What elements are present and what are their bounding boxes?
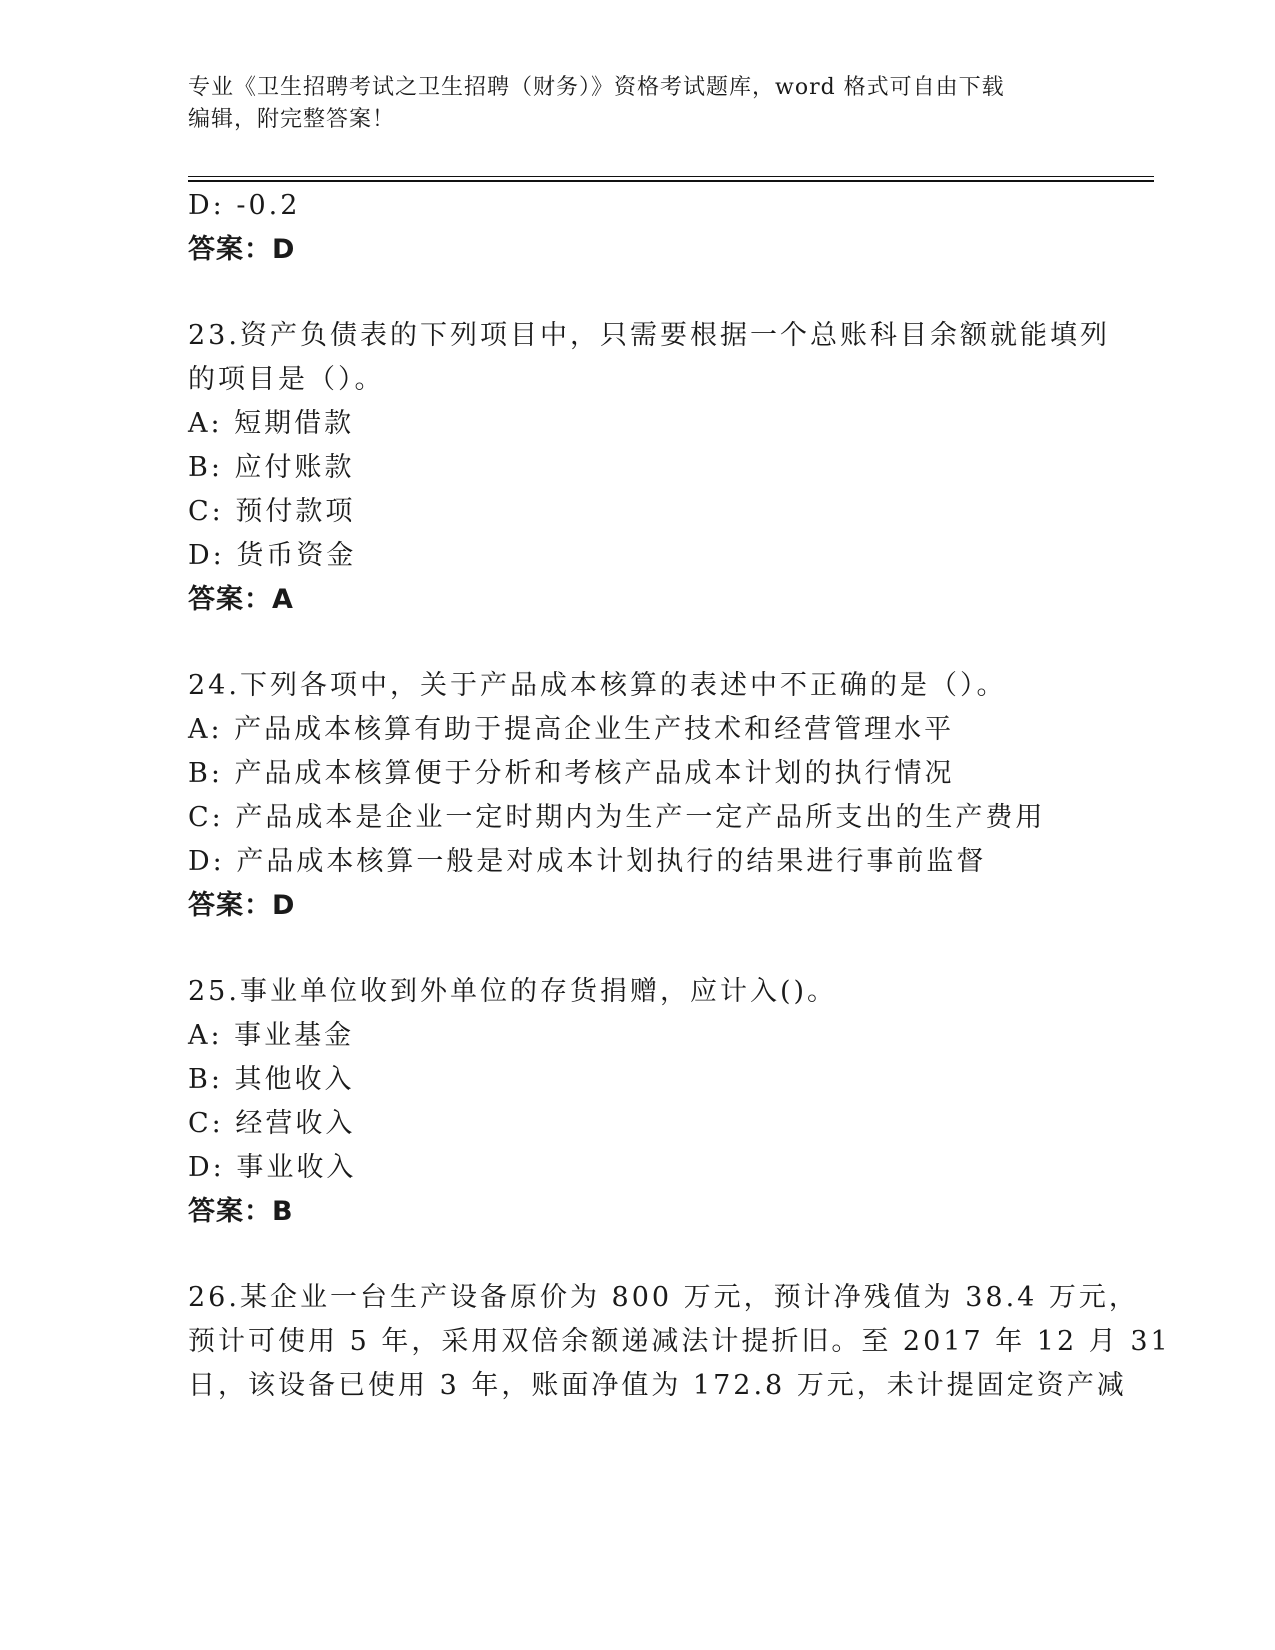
q25-option-b: B: 其他收入 — [188, 1064, 355, 1095]
q24-answer: 答案：D — [188, 890, 296, 921]
q23-option-d: D: 货币资金 — [188, 540, 357, 571]
q23-option-c: C: 预付款项 — [188, 496, 356, 527]
q23-option-b: B: 应付账款 — [188, 452, 355, 483]
q26-stem-line-3: 日，该设备已使用 3 年，账面净值为 172.8 万元，未计提固定资产减 — [188, 1370, 1127, 1401]
q24-option-a: A: 产品成本核算有助于提高企业生产技术和经营管理水平 — [188, 714, 955, 745]
q24-option-c: C: 产品成本是企业一定时期内为生产一定产品所支出的生产费用 — [188, 802, 1046, 833]
q24-stem-line-1: 24.下列各项中，关于产品成本核算的表述中不正确的是（）。 — [188, 670, 1007, 701]
q24-option-d: D: 产品成本核算一般是对成本计划执行的结果进行事前监督 — [188, 846, 987, 877]
q25-option-a: A: 事业基金 — [188, 1020, 355, 1051]
prev-answer: 答案：D — [188, 234, 296, 265]
q23-option-a: A: 短期借款 — [188, 408, 355, 439]
q26-stem-line-1: 26.某企业一台生产设备原价为 800 万元，预计净残值为 38.4 万元， — [188, 1282, 1139, 1313]
header-rule-thin — [188, 176, 1154, 177]
prev-option-d: D: -0.2 — [188, 190, 301, 221]
header-rule-thick — [188, 180, 1154, 182]
page-header — [188, 72, 1068, 136]
q25-option-d: D: 事业收入 — [188, 1152, 357, 1183]
q24-option-b: B: 产品成本核算便于分析和考核产品成本计划的执行情况 — [188, 758, 955, 789]
q23-stem-line-1: 23.资产负债表的下列项目中，只需要根据一个总账科目余额就能填列 — [188, 320, 1110, 351]
header-line-1: 专业《卫生招聘考试之卫生招聘（财务）》资格考试题库，word 格式可自由下载 — [188, 75, 1005, 100]
q26-stem-line-2: 预计可使用 5 年，采用双倍余额递减法计提折旧。至 2017 年 12 月 31 — [188, 1326, 1171, 1357]
q23-stem-line-2: 的项目是（）。 — [188, 364, 385, 395]
q23-answer: 答案：A — [188, 584, 294, 615]
header-line-2: 编辑，附完整答案！ — [188, 107, 396, 132]
q25-answer: 答案：B — [188, 1196, 294, 1227]
q25-option-c: C: 经营收入 — [188, 1108, 356, 1139]
q25-stem-line-1: 25.事业单位收到外单位的存货捐赠，应计入()。 — [188, 976, 838, 1007]
